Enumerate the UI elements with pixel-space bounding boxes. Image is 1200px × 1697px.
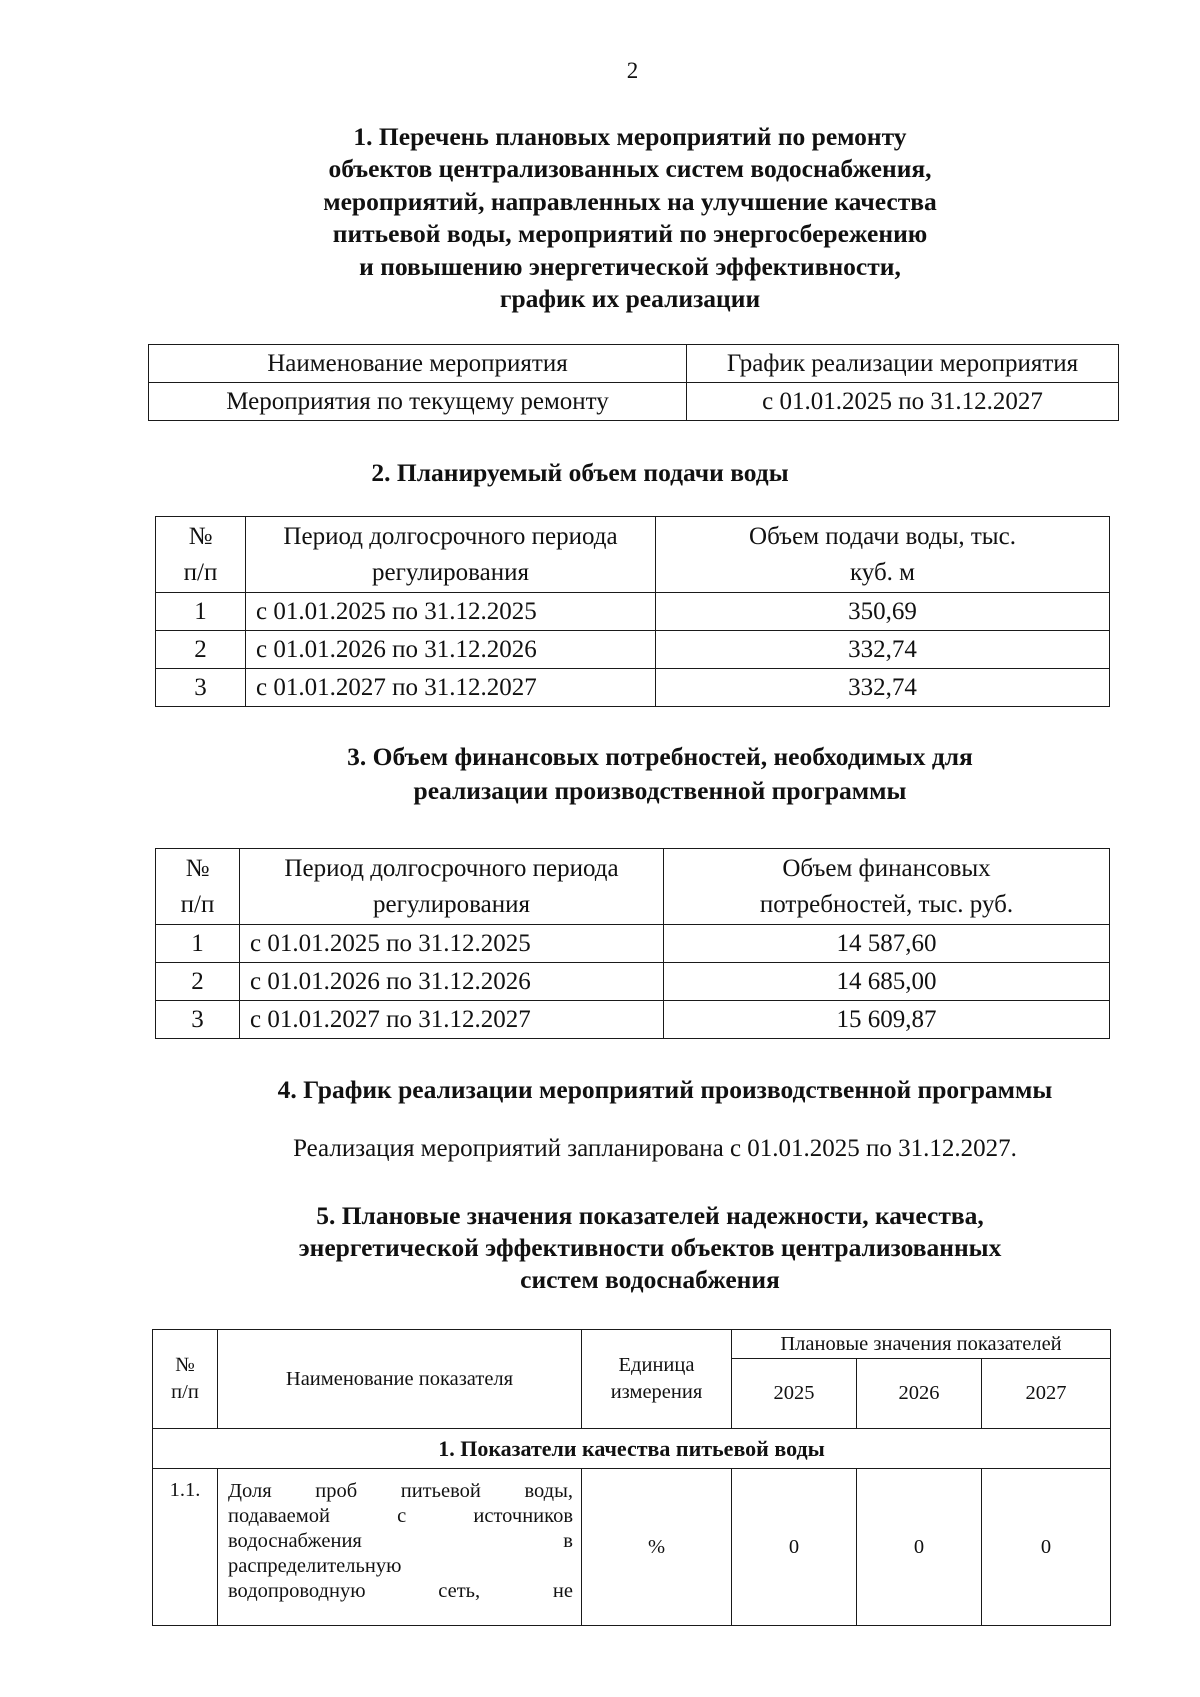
implementation-period-text: Реализация мероприятий запланирована с 01.01.2025 по 31.12.2027. (293, 1135, 1017, 1162)
header-schedule: График реализации мероприятия (687, 345, 1119, 383)
activity-name: Мероприятия по текущему ремонту (149, 383, 687, 421)
subsection-row (153, 1429, 1111, 1469)
header-number: № п/п (153, 1330, 218, 1429)
indicator-name: Доля проб питьевой воды, подаваемой с источников водоснабжения в распределительную водопроводную сеть, не (218, 1469, 582, 1626)
table-header-row (153, 1330, 1111, 1359)
header-year-2027: 2027 (982, 1359, 1111, 1429)
section-5-title: 5. Плановые значения показателей надежности, качества, энергетической эффективности объектов централизованных систем водоснабжения (298, 1201, 1002, 1294)
table-header-row (156, 517, 1110, 593)
table-header-row (149, 345, 1119, 383)
header-number: № п/п (156, 849, 240, 925)
header-volume: Объем подачи воды, тыс. куб. м (656, 517, 1110, 593)
value-2027: 0 (982, 1469, 1111, 1626)
indicators-table (152, 1329, 1111, 1626)
header-indicator-name: Наименование показателя (218, 1330, 582, 1429)
page-number: 2 (626, 58, 639, 83)
indicator-number: 1.1. (153, 1469, 218, 1626)
table-row: 2 с 01.01.2026 по 31.12.2026 332,74 (156, 631, 1110, 669)
value-2025: 0 (732, 1469, 857, 1626)
header-plan-values: Плановые значения показателей (732, 1330, 1111, 1359)
section-2-title: 2. Планируемый объем подачи воды (371, 458, 789, 487)
subsection-title: 1. Показатели качества питьевой воды (153, 1429, 1111, 1469)
header-year-2026: 2026 (857, 1359, 982, 1429)
table-row: 3 с 01.01.2027 по 31.12.2027 15 609,87 (156, 1001, 1110, 1039)
water-supply-volume-table (155, 516, 1110, 707)
value-2026: 0 (857, 1469, 982, 1626)
activity-schedule: с 01.01.2025 по 31.12.2027 (687, 383, 1119, 421)
header-period: Период долгосрочного периода регулирования (240, 849, 664, 925)
repair-activities-table (148, 344, 1119, 421)
header-activity-name: Наименование мероприятия (149, 345, 687, 383)
financial-needs-table (155, 848, 1110, 1039)
table-row: 3 с 01.01.2027 по 31.12.2027 332,74 (156, 669, 1110, 707)
table-row (149, 383, 1119, 421)
section-3-title: 3. Объем финансовых потребностей, необходимых для реализации производственной программы (347, 742, 973, 805)
table-row: 1 с 01.01.2025 по 31.12.2025 14 587,60 (156, 925, 1110, 963)
header-period: Период долгосрочного периода регулирования (246, 517, 656, 593)
header-number: № п/п (156, 517, 246, 593)
table-header-row (156, 849, 1110, 925)
table-row: 2 с 01.01.2026 по 31.12.2026 14 685,00 (156, 963, 1110, 1001)
section-1-title: 1. Перечень плановых мероприятий по ремонту объектов централизованных систем водоснабжения, мероприятий, направленных на улучшение качества питьевой воды, мероприятий по энергосбережению и повышению энергетической эффективности, график их реализации (323, 122, 937, 314)
table-row: 1 с 01.01.2025 по 31.12.2025 350,69 (156, 593, 1110, 631)
indicator-unit: % (582, 1469, 732, 1626)
section-4-title: 4. График реализации мероприятий производственной программы (277, 1075, 1053, 1104)
header-financial: Объем финансовых потребностей, тыс. руб. (664, 849, 1110, 925)
table-row (153, 1469, 1111, 1626)
header-unit: Единица измерения (582, 1330, 732, 1429)
header-year-2025: 2025 (732, 1359, 857, 1429)
